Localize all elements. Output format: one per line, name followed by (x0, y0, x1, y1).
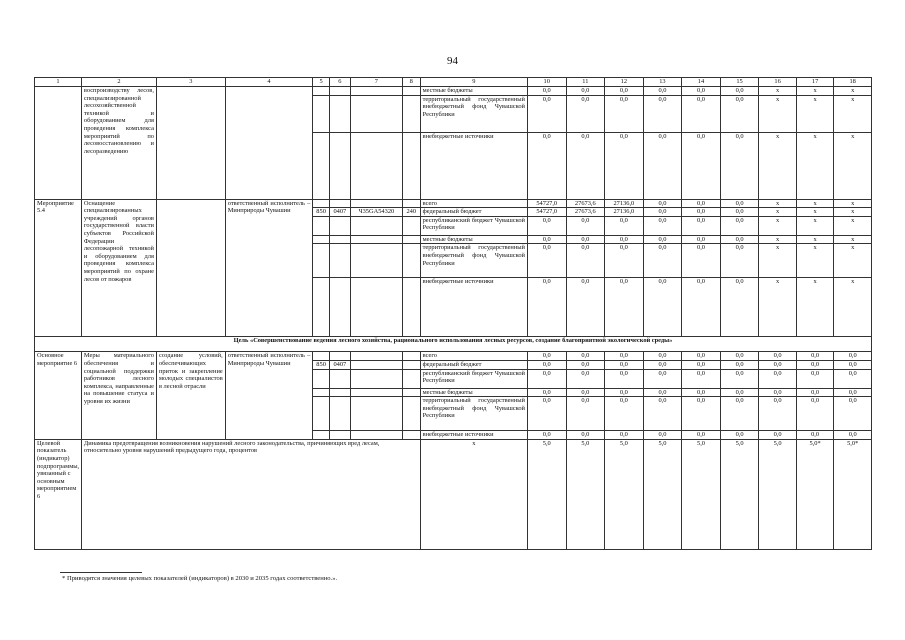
value-cell: x (759, 208, 797, 217)
page-number: 94 (447, 55, 458, 67)
value-cell: x (834, 132, 872, 199)
value-cell: 0,0 (643, 216, 682, 235)
header-cell: 12 (605, 78, 644, 87)
value-cell: 0,0 (834, 352, 872, 361)
footnote-rule (60, 572, 142, 573)
value-cell: 0,0 (682, 199, 721, 208)
value-cell: 0,0 (643, 208, 682, 217)
table-row (35, 352, 872, 361)
funding-source: республиканский бюджет Чувашской Республики (420, 216, 527, 235)
value-cell: 0,0 (566, 132, 605, 199)
budget-code-cell (402, 132, 420, 199)
value-cell: x (834, 278, 872, 337)
value-cell: 0,0 (720, 431, 759, 440)
budget-code-cell (329, 244, 350, 278)
measure-label (35, 87, 82, 200)
funding-source: внебюджетные источники (420, 132, 527, 199)
value-cell: 0,0 (834, 388, 872, 397)
value-cell: 0,0 (643, 388, 682, 397)
value-cell: 0,0 (527, 87, 566, 96)
funding-source: местные бюджеты (420, 87, 527, 96)
value-cell: 0,0 (834, 369, 872, 388)
value-cell: 0,0 (566, 235, 605, 244)
value-cell: 0,0 (527, 360, 566, 369)
value-cell: 0,0 (796, 397, 834, 431)
funding-source: внебюджетные источники (420, 431, 527, 440)
value-cell: 5,0 (566, 439, 605, 549)
budget-code-cell (402, 95, 420, 132)
value-cell: x (759, 199, 797, 208)
header-cell: 7 (350, 78, 402, 87)
value-cell: 0,0 (682, 95, 721, 132)
value-cell: 0,0 (720, 87, 759, 96)
value-cell: 0,0 (720, 235, 759, 244)
value-cell: 0,0 (834, 431, 872, 440)
budget-code-cell: 240 (402, 208, 420, 217)
value-cell: 0,0 (643, 352, 682, 361)
budget-code-cell (350, 87, 402, 96)
value-cell: 0,0 (682, 87, 721, 96)
value-cell: 5,0 (682, 439, 721, 549)
header-cell: 5 (313, 78, 330, 87)
value-cell: 0,0 (643, 235, 682, 244)
value-cell: 0,0 (527, 369, 566, 388)
funding-source: местные бюджеты (420, 388, 527, 397)
budget-code-cell (313, 369, 330, 388)
budget-code-cell (329, 278, 350, 337)
value-cell: 0,0 (643, 360, 682, 369)
budget-code-cell (329, 199, 350, 208)
funding-source: всего (420, 352, 527, 361)
budget-code-cell (402, 235, 420, 244)
budget-code-cell (350, 278, 402, 337)
value-cell: x (759, 132, 797, 199)
budget-table (34, 77, 872, 550)
value-cell: 0,0 (566, 216, 605, 235)
header-cell: 15 (720, 78, 759, 87)
value-cell: 5,0 (720, 439, 759, 549)
value-cell: x (834, 244, 872, 278)
budget-code-cell (350, 132, 402, 199)
value-cell: 0,0 (527, 216, 566, 235)
budget-code-cell (329, 216, 350, 235)
funding-source: территориальный государственный внебюджетный фонд Чувашской Республики (420, 95, 527, 132)
header-cell: 10 (527, 78, 566, 87)
value-cell: 0,0 (527, 431, 566, 440)
value-cell: 5,0* (796, 439, 834, 549)
budget-code-cell: 0407 (329, 208, 350, 217)
value-cell: 0,0 (796, 431, 834, 440)
value-cell: 0,0 (605, 87, 644, 96)
budget-code-cell: 850 (313, 360, 330, 369)
value-cell: 54727,0 (527, 208, 566, 217)
budget-code-cell (313, 216, 330, 235)
value-cell: 0,0 (527, 388, 566, 397)
block-measure-5-4 (35, 199, 872, 337)
value-cell: 0,0 (682, 244, 721, 278)
value-cell: 0,0 (720, 397, 759, 431)
value-cell: 0,0 (566, 369, 605, 388)
value-cell: 0,0 (566, 352, 605, 361)
value-cell: 5,0 (605, 439, 644, 549)
funding-source: федеральный бюджет (420, 208, 527, 217)
funding-source: всего (420, 199, 527, 208)
value-cell: 0,0 (605, 278, 644, 337)
value-cell: 0,0 (682, 369, 721, 388)
budget-code-cell (402, 388, 420, 397)
budget-code-cell (402, 431, 420, 440)
measure-name: Меры материального обеспечения и социальной поддержки работников лесного комплекса, направленные на повышение статуса и уровня их жизни (81, 352, 156, 439)
value-cell: 0,0 (643, 132, 682, 199)
value-cell: 27136,0 (605, 199, 644, 208)
table-row (35, 87, 872, 96)
header-cell: 4 (225, 78, 313, 87)
value-cell: 0,0 (643, 397, 682, 431)
value-cell: x (759, 216, 797, 235)
value-cell: 0,0 (527, 352, 566, 361)
budget-code-cell (402, 244, 420, 278)
block-main-measure-6 (35, 352, 872, 439)
value-cell: 0,0 (643, 199, 682, 208)
value-cell: 0,0 (605, 397, 644, 431)
value-cell: 0,0 (527, 132, 566, 199)
value-cell: 0,0 (605, 244, 644, 278)
value-cell: x (834, 95, 872, 132)
value-cell: x (834, 199, 872, 208)
budget-code-cell (313, 235, 330, 244)
budget-code-cell (350, 369, 402, 388)
header-cell: 16 (759, 78, 797, 87)
responsible-executor: ответственный исполнитель – Минприроды Чувашии (225, 199, 313, 337)
value-cell: 0,0 (759, 388, 797, 397)
value-cell: 0,0 (720, 199, 759, 208)
measure-label: Основное мероприятие 6 (35, 352, 82, 439)
value-cell: 0,0 (796, 388, 834, 397)
value-cell: 0,0 (720, 352, 759, 361)
header-cell: 18 (834, 78, 872, 87)
budget-code-cell (313, 95, 330, 132)
value-cell: 0,0 (682, 235, 721, 244)
goal-row (35, 337, 872, 352)
value-cell: 5,0 (527, 439, 566, 549)
value-cell: 5,0 (759, 439, 797, 549)
budget-code-cell (402, 87, 420, 96)
budget-code-cell (350, 352, 402, 361)
value-cell: 5,0* (834, 439, 872, 549)
value-cell: 0,0 (682, 360, 721, 369)
value-cell: x (796, 216, 834, 235)
header-cell: 9 (420, 78, 527, 87)
value-cell: 0,0 (643, 278, 682, 337)
budget-code-cell: 0407 (329, 360, 350, 369)
budget-code-cell (350, 235, 402, 244)
budget-code-cell (313, 199, 330, 208)
value-cell: 0,0 (720, 360, 759, 369)
value-cell: x (834, 208, 872, 217)
budget-code-cell (350, 431, 402, 440)
value-cell: 0,0 (527, 397, 566, 431)
value-cell: x (796, 208, 834, 217)
header-cell: 2 (81, 78, 156, 87)
value-cell: 0,0 (759, 352, 797, 361)
budget-code-cell (350, 360, 402, 369)
budget-code-cell (313, 352, 330, 361)
value-cell: 0,0 (527, 95, 566, 132)
value-cell: 0,0 (796, 360, 834, 369)
value-cell: x (834, 235, 872, 244)
budget-code-cell (313, 278, 330, 337)
funding-source: территориальный государственный внебюджетный фонд Чувашской Республики (420, 244, 527, 278)
value-cell: 0,0 (605, 235, 644, 244)
value-cell: 0,0 (682, 216, 721, 235)
value-cell: x (759, 87, 797, 96)
value-cell: 0,0 (682, 431, 721, 440)
value-cell: 0,0 (759, 397, 797, 431)
funding-source: территориальный государственный внебюджетный фонд Чувашской Республики (420, 397, 527, 431)
value-cell: 0,0 (682, 132, 721, 199)
budget-code-cell (350, 199, 402, 208)
value-cell: 54727,0 (527, 199, 566, 208)
measure-label: Мероприятие 5.4 (35, 199, 82, 337)
block-a (35, 87, 872, 200)
header-cell: 1 (35, 78, 82, 87)
budget-code-cell (313, 397, 330, 431)
budget-code-cell (329, 352, 350, 361)
responsible-executor: ответственный исполнитель – Минприроды Чувашии (225, 352, 313, 439)
header-cell: 14 (682, 78, 721, 87)
value-cell: 0,0 (720, 388, 759, 397)
budget-code-cell (313, 87, 330, 96)
value-cell: 0,0 (566, 360, 605, 369)
value-cell: 0,0 (605, 216, 644, 235)
budget-code-cell: Ч35GA54320 (350, 208, 402, 217)
value-cell: 0,0 (605, 431, 644, 440)
value-cell: 27673,6 (566, 208, 605, 217)
table-row (35, 199, 872, 208)
budget-code-cell (329, 235, 350, 244)
value-cell: 0,0 (605, 132, 644, 199)
header-row (35, 78, 872, 87)
budget-code-cell (350, 244, 402, 278)
budget-code-cell (402, 352, 420, 361)
value-cell: 0,0 (527, 235, 566, 244)
value-cell: 0,0 (605, 95, 644, 132)
value-cell: 0,0 (720, 244, 759, 278)
value-cell: 0,0 (643, 87, 682, 96)
value-cell: 0,0 (566, 397, 605, 431)
measure-name: воспроизводству лесов, специализированной лесохозяйственной техникой и оборудованием для проведения комплекса мероприятий по лесовосстановлению и лесоразведению (81, 87, 156, 200)
value-cell: 0,0 (834, 360, 872, 369)
header-cell: 6 (329, 78, 350, 87)
measure-goal (156, 87, 225, 200)
header-cell: 13 (643, 78, 682, 87)
measure-name: Оснащение специализированных учреждений органов государственной власти субъектов Российской Федерации лесопожарной техникой и оборудованием для проведения комплекса мероприятий по охране лесов от пожаров (81, 199, 156, 337)
value-cell: x (759, 235, 797, 244)
budget-code-cell (329, 87, 350, 96)
budget-code-cell (350, 388, 402, 397)
budget-code-cell (329, 388, 350, 397)
value-cell: x (796, 235, 834, 244)
value-cell: 0,0 (720, 132, 759, 199)
budget-code-cell (350, 95, 402, 132)
value-cell: 0,0 (527, 244, 566, 278)
budget-code-cell (350, 216, 402, 235)
value-cell: 0,0 (566, 244, 605, 278)
funding-source: внебюджетные источники (420, 278, 527, 337)
value-cell: 0,0 (682, 397, 721, 431)
value-cell: x (759, 244, 797, 278)
budget-code-cell: 850 (313, 208, 330, 217)
value-cell: 0,0 (643, 431, 682, 440)
value-cell: 0,0 (720, 208, 759, 217)
value-cell: 27673,6 (566, 199, 605, 208)
value-cell: 0,0 (605, 352, 644, 361)
value-cell: 0,0 (759, 431, 797, 440)
value-cell: 0,0 (605, 360, 644, 369)
value-cell: 0,0 (566, 278, 605, 337)
header-cell: 8 (402, 78, 420, 87)
funding-source: местные бюджеты (420, 235, 527, 244)
budget-code-cell (313, 431, 330, 440)
value-cell: 0,0 (720, 216, 759, 235)
value-cell: x (759, 95, 797, 132)
value-cell: 0,0 (605, 388, 644, 397)
value-cell: x (834, 216, 872, 235)
value-cell: x (796, 95, 834, 132)
measure-goal (156, 199, 225, 337)
budget-code-cell (329, 397, 350, 431)
value-cell: 0,0 (682, 208, 721, 217)
budget-code-cell (313, 132, 330, 199)
value-cell: x (759, 278, 797, 337)
header-cell: 11 (566, 78, 605, 87)
budget-code-cell (350, 397, 402, 431)
value-cell: 0,0 (682, 278, 721, 337)
value-cell: x (796, 132, 834, 199)
value-cell: 5,0 (643, 439, 682, 549)
budget-code-cell (402, 360, 420, 369)
measure-goal: создание условий, обеспечивающих приток и закрепление молодых специалистов в лесной отрасли (156, 352, 225, 439)
budget-code-cell (313, 388, 330, 397)
value-cell: 0,0 (643, 369, 682, 388)
value-cell: x (796, 278, 834, 337)
budget-code-cell (329, 431, 350, 440)
budget-code-cell (402, 199, 420, 208)
value-cell: 0,0 (759, 360, 797, 369)
value-cell: 0,0 (720, 95, 759, 132)
indicator-label: Целевой показатель (индикатор) подпрограммы, увязанный с основным мероприятием 6 (35, 439, 82, 549)
value-cell: 0,0 (605, 369, 644, 388)
funding-source: федеральный бюджет (420, 360, 527, 369)
value-cell: 0,0 (796, 369, 834, 388)
budget-code-cell (402, 278, 420, 337)
budget-code-cell (329, 369, 350, 388)
value-cell: 0,0 (566, 388, 605, 397)
indicator-source: x (420, 439, 527, 549)
value-cell: 0,0 (566, 95, 605, 132)
goal-heading: Цель «Совершенствование ведения лесного хозяйства, рационального использования лесных ресурсов, создание благоприятной экологической среды» (35, 337, 872, 352)
value-cell: 0,0 (720, 369, 759, 388)
value-cell: 27136,0 (605, 208, 644, 217)
value-cell: x (796, 87, 834, 96)
budget-code-cell (329, 132, 350, 199)
budget-code-cell (329, 95, 350, 132)
header-cell: 17 (796, 78, 834, 87)
value-cell: 0,0 (566, 431, 605, 440)
value-cell: x (796, 244, 834, 278)
funding-source: республиканский бюджет Чувашской Республики (420, 369, 527, 388)
indicator-description: Динамика предотвращения возникновения нарушений лесного законодательства, причиняющих вред лесам, относительно уровня нарушений предыдущего года, процентов (81, 439, 420, 549)
value-cell: 0,0 (796, 352, 834, 361)
footnote: * Приводятся значения целевых показателей (индикаторов) в 2030 и 2035 годах соответственно.». (62, 575, 338, 582)
value-cell: 0,0 (682, 352, 721, 361)
budget-code-cell (402, 397, 420, 431)
responsible-executor (225, 87, 313, 200)
header-cell: 3 (156, 78, 225, 87)
budget-code-cell (402, 369, 420, 388)
value-cell: 0,0 (834, 397, 872, 431)
budget-code-cell (313, 244, 330, 278)
value-cell: 0,0 (566, 87, 605, 96)
value-cell: 0,0 (759, 369, 797, 388)
value-cell: 0,0 (720, 278, 759, 337)
value-cell: x (796, 199, 834, 208)
value-cell: 0,0 (527, 278, 566, 337)
value-cell: 0,0 (682, 388, 721, 397)
budget-code-cell (402, 216, 420, 235)
value-cell: 0,0 (643, 244, 682, 278)
value-cell: x (834, 87, 872, 96)
value-cell: 0,0 (643, 95, 682, 132)
indicator-row (35, 439, 872, 549)
